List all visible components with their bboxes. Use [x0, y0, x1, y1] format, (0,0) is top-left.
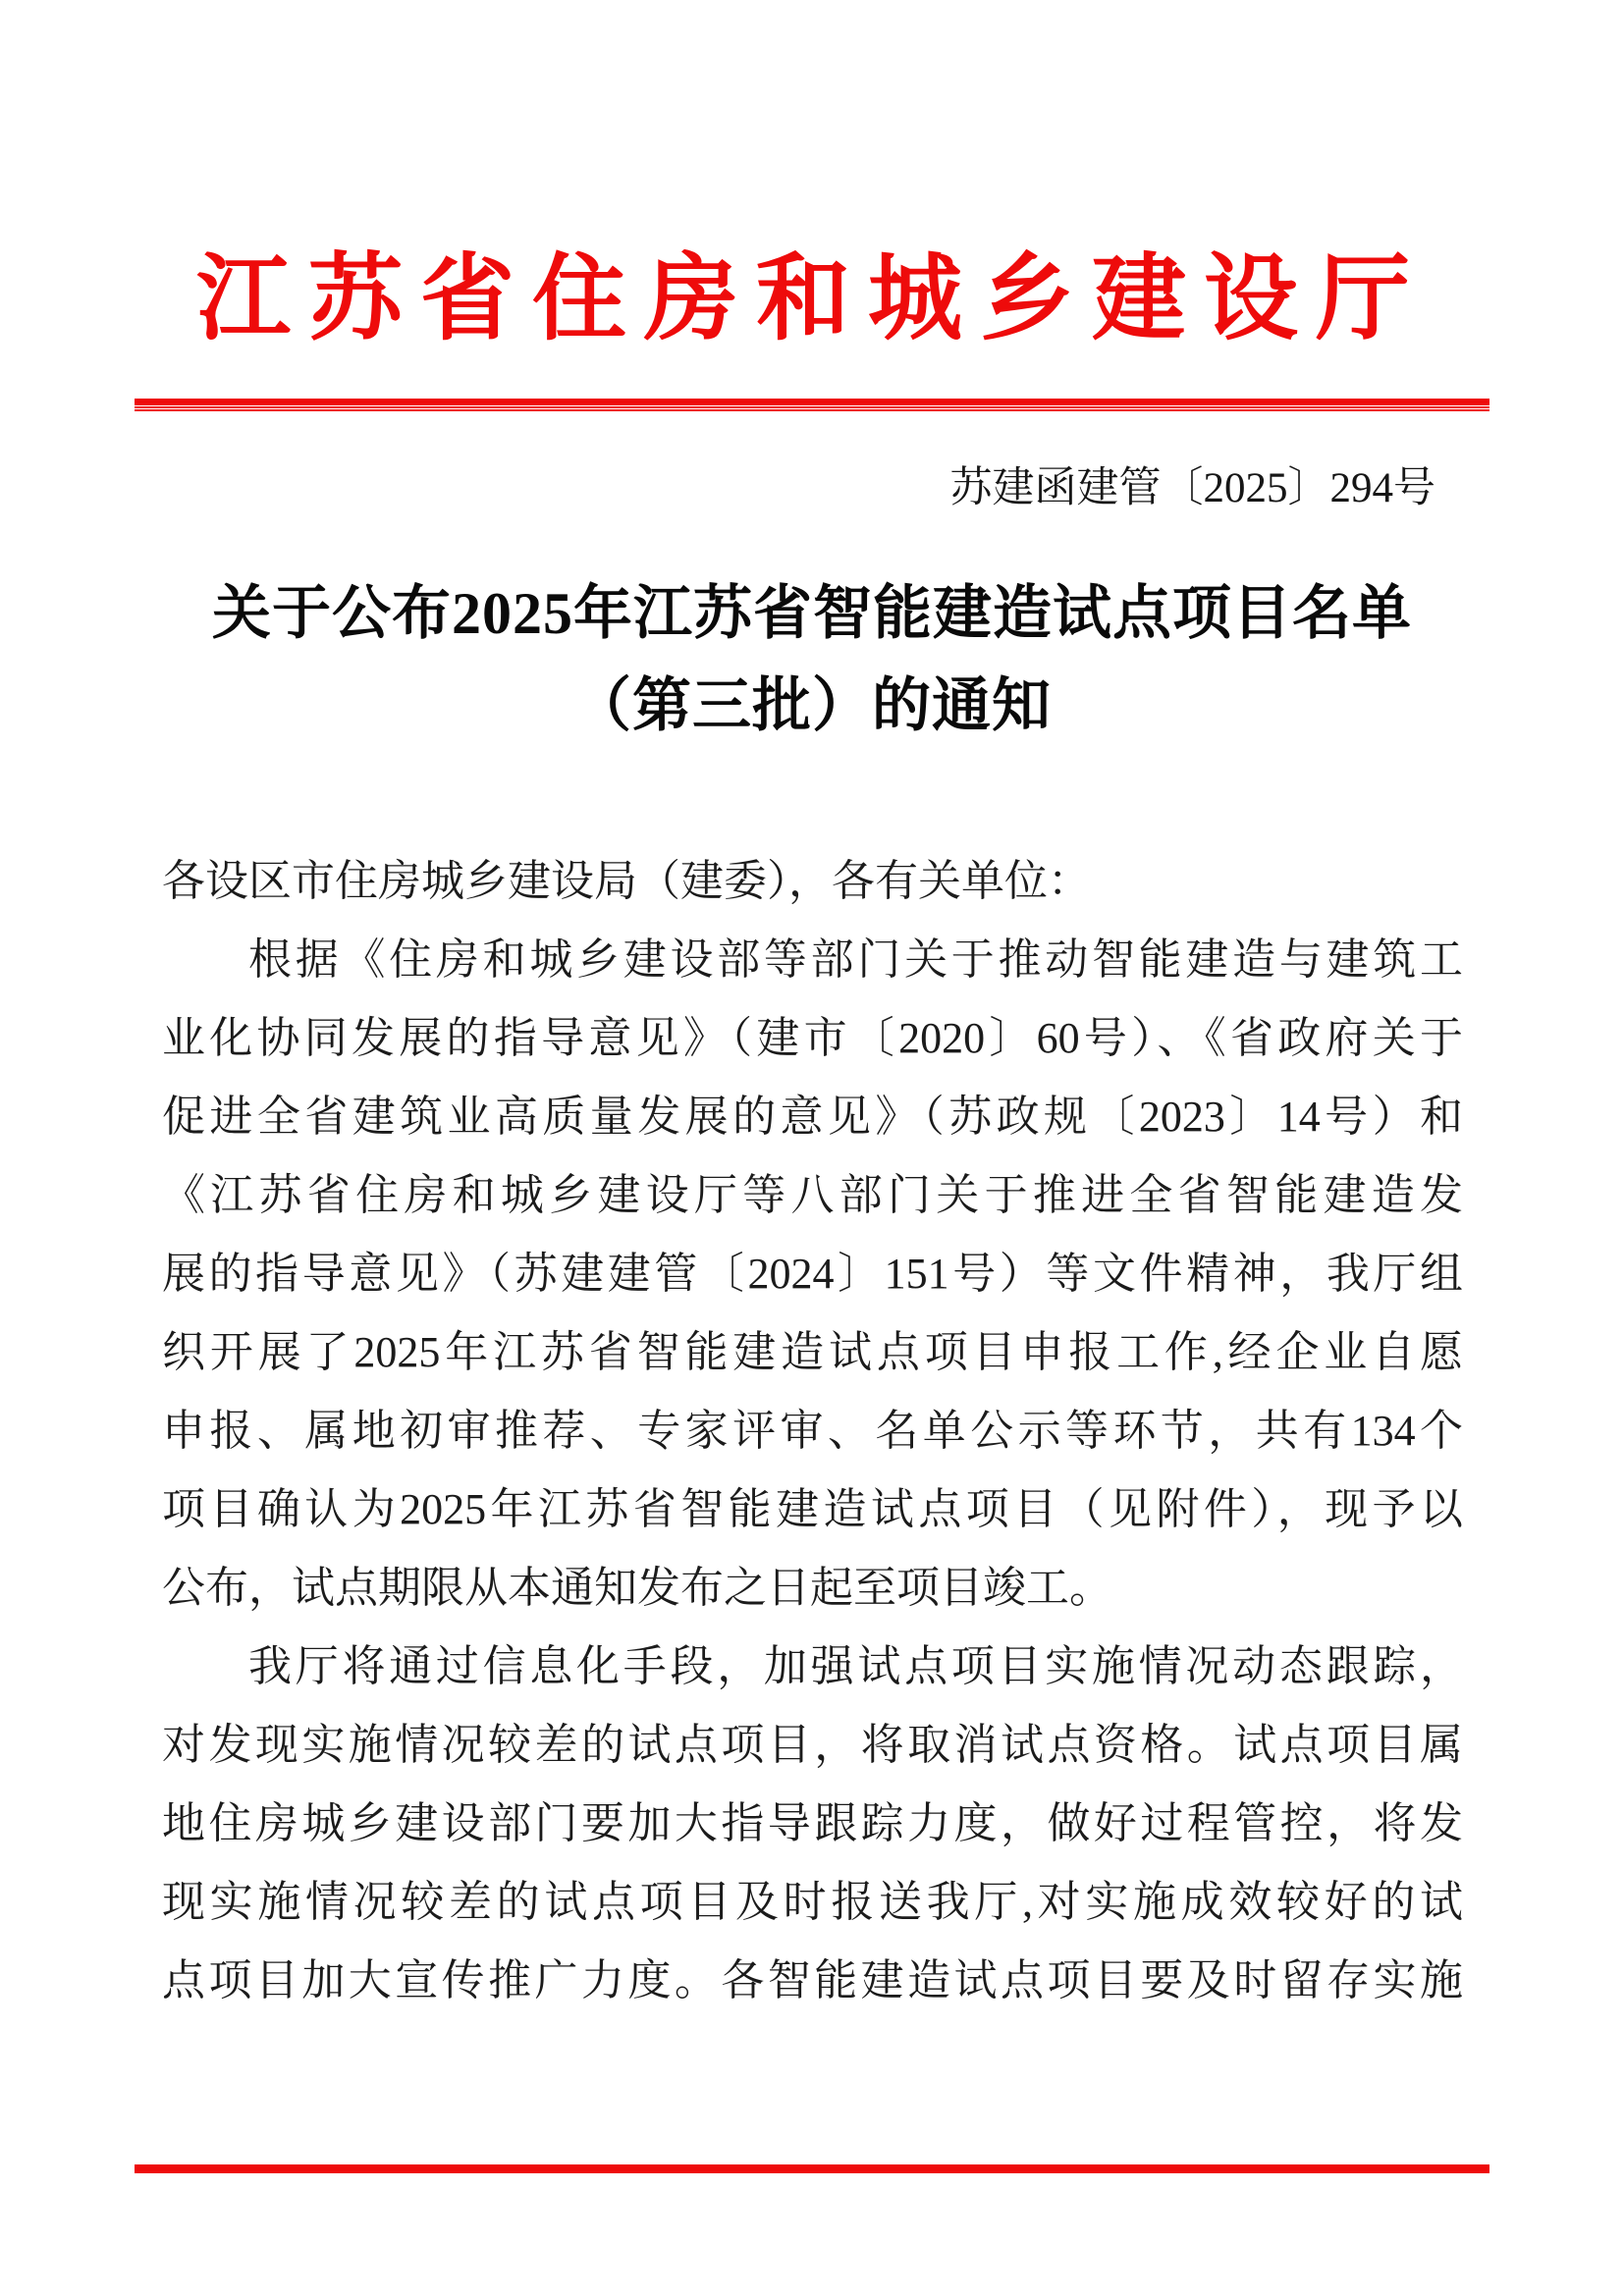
footer-divider-line — [135, 2164, 1489, 2173]
document-body — [162, 842, 1463, 2020]
body-line: 申报、属地初审推荐、专家评审、名单公示等环节，共有134个 — [162, 1407, 1463, 1455]
header-divider-line — [135, 399, 1489, 411]
body-line: 现实施情况较差的试点项目及时报送我厅,对实施成效较好的试 — [162, 1878, 1463, 1926]
notice-title — [0, 567, 1624, 752]
body-line: 我厅将通过信息化手段，加强试点项目实施情况动态跟踪， — [248, 1642, 1463, 1690]
notice-title-line-2: （第三批）的通知 — [572, 673, 1052, 738]
body-line: 织开展了2025年江苏省智能建造试点项目申报工作,经企业自愿 — [162, 1328, 1463, 1376]
body-line: 地住房城乡建设部门要加大指导跟踪力度，做好过程管控，将发 — [162, 1799, 1463, 1847]
body-line: 项目确认为2025年江苏省智能建造试点项目（见附件），现予以 — [162, 1485, 1463, 1533]
notice-title-line-1: 关于公布2025年江苏省智能建造试点项目名单 — [212, 581, 1412, 646]
body-line: 各设区市住房城乡建设局（建委），各有关单位： — [162, 857, 1091, 905]
document-number: 苏建函建管〔2025〕294号 — [949, 465, 1435, 511]
body-line: 点项目加大宣传推广力度。各智能建造试点项目要及时留存实施 — [162, 1956, 1463, 2004]
agency-header-title: 江苏省住房和城乡建设厅 — [196, 246, 1428, 351]
body-line: 展的指导意见》（苏建建管〔2024〕151号）等文件精神，我厅组 — [162, 1250, 1463, 1298]
body-line: 根据《住房和城乡建设部等部门关于推动智能建造与建筑工 — [248, 935, 1463, 984]
body-line: 促进全省建筑业高质量发展的意见》（苏政规〔2023〕14号）和 — [162, 1093, 1463, 1141]
body-line: 对发现实施情况较差的试点项目，将取消试点资格。试点项目属 — [162, 1721, 1463, 1769]
body-line: 《江苏省住房和城乡建设厅等八部门关于推进全省智能建造发 — [162, 1171, 1463, 1219]
body-line: 业化协同发展的指导意见》（建市〔2020〕60号）、《省政府关于 — [162, 1014, 1463, 1062]
body-line: 公布，试点期限从本通知发布之日起至项目竣工。 — [162, 1564, 1112, 1612]
